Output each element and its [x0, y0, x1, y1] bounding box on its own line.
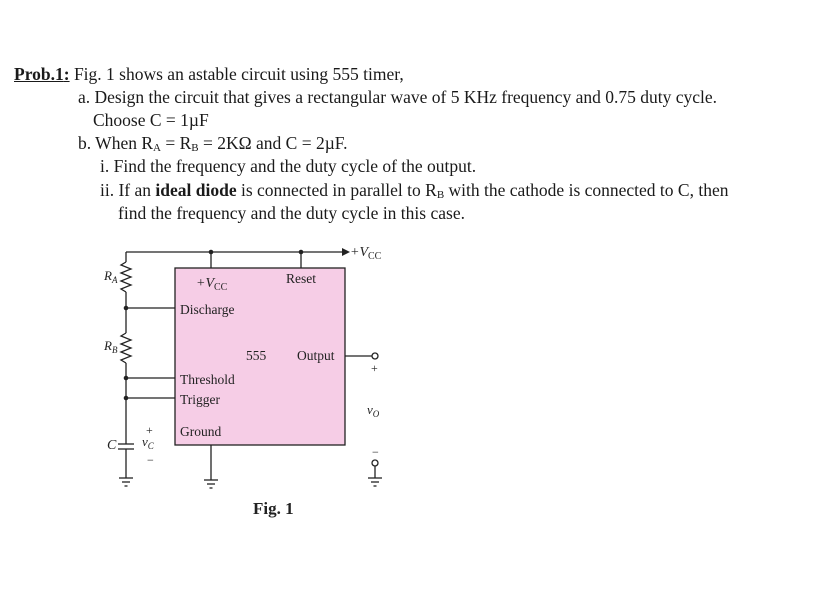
chip-vcc-label: $+V_{CC}$ — [196, 276, 228, 293]
part-a-line1: a. Design the circuit that gives a rectangular wave of 5 KHz frequency and 0.75 duty cycle. — [78, 87, 717, 107]
chip-name-label: 555 — [246, 348, 267, 363]
vcc-arrow-icon — [342, 248, 350, 256]
part-b-prefix: b. When R — [78, 133, 154, 153]
item-ii-mid: is connected in parallel to R — [236, 180, 437, 200]
output-label: Output — [297, 348, 335, 363]
junction-dot — [299, 250, 304, 255]
trigger-label: Trigger — [180, 392, 221, 407]
vo-label: $v_O$ — [367, 402, 380, 419]
rb-label: $R_B$ — [104, 338, 118, 355]
vo-plus-sign: + — [371, 361, 378, 375]
output-terminal-icon — [372, 353, 378, 359]
vc-minus-sign: − — [147, 453, 154, 467]
ground-label: Ground — [180, 424, 222, 439]
part-b-item-i: i. Find the frequency and the duty cycle of the output. — [100, 156, 477, 176]
rb-resistor-icon — [121, 333, 131, 363]
output-ground-terminal-icon — [372, 460, 378, 466]
reset-label: Reset — [286, 271, 316, 286]
part-b-mid2: = 2KΩ and C = 2µF. — [198, 133, 348, 153]
figure-caption: Fig. 1 — [253, 499, 294, 518]
item-ii-post: with the cathode is connected to C, then — [444, 180, 729, 200]
discharge-label: Discharge — [180, 302, 235, 317]
item-ii-bold: ideal diode — [155, 180, 237, 200]
threshold-label: Threshold — [180, 372, 235, 387]
part-b-ra-sub: A — [153, 142, 161, 154]
part-b-rb-sub: B — [191, 142, 199, 154]
vcc-label: $+V_{CC}$ — [350, 245, 382, 262]
problem-intro: Fig. 1 shows an astable circuit using 555 timer, — [73, 64, 404, 84]
part-b-item-ii-line2: find the frequency and the duty cycle in this case. — [118, 203, 465, 223]
item-ii-sub: B — [436, 189, 445, 201]
item-ii-pre: ii. If an — [100, 180, 156, 200]
ra-label: $R_A$ — [104, 268, 118, 285]
junction-dot — [124, 376, 129, 381]
vc-label: $v_C$ — [142, 434, 154, 451]
problem-label: Prob.1 — [14, 64, 64, 84]
vo-minus-sign: − — [372, 445, 379, 459]
junction-dot — [124, 396, 129, 401]
junction-dot — [209, 250, 214, 255]
problem-intro-line: Prob.1: Fig. 1 shows an astable circuit using 555 timer, — [14, 64, 404, 84]
capacitor-label: C — [107, 438, 117, 453]
ra-resistor-icon — [121, 262, 131, 292]
part-a-line2: Choose C = 1µF — [93, 110, 209, 130]
junction-dot — [124, 306, 129, 311]
part-b-mid1: = R — [160, 133, 192, 153]
vc-plus-sign: + — [146, 423, 153, 437]
